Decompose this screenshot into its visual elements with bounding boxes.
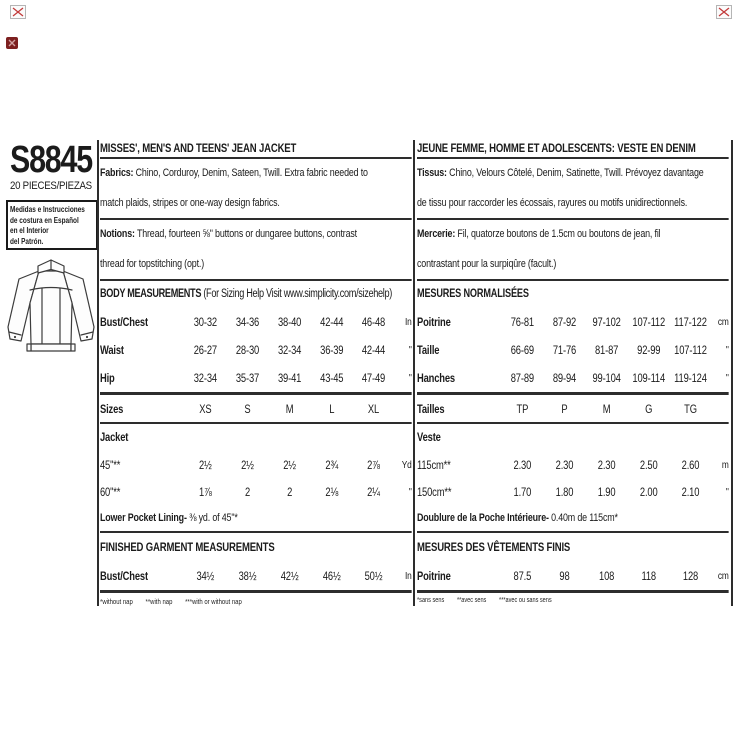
pocket-label: Lower Pocket Lining- bbox=[100, 512, 187, 524]
table-row: Taille 66-69 71-76 81-87 92-99 107-112 " bbox=[417, 343, 729, 357]
row-label: Poitrine bbox=[417, 315, 451, 329]
fr-fabrics bbox=[417, 159, 729, 218]
en-body-measurements-table bbox=[100, 308, 412, 392]
spanish-line: de costura en Español bbox=[10, 214, 79, 225]
spanish-instructions-box bbox=[6, 200, 98, 250]
unit: " bbox=[408, 372, 412, 384]
row-label: 60"** bbox=[100, 484, 121, 499]
fr-title: JEUNE FEMME, HOMME ET ADOLESCENTS: VESTE EN DENIM bbox=[417, 141, 696, 155]
fabrics-label: Fabrics: bbox=[100, 167, 134, 179]
notions-text: Fil, quatorze boutons de 1.5cm ou boutons de jean, fil bbox=[455, 228, 661, 240]
row-label: Tailles bbox=[417, 401, 445, 416]
broken-image-icon bbox=[10, 5, 26, 19]
en-finished-header: FINISHED GARMENT MEASUREMENTS bbox=[100, 540, 275, 554]
french-column bbox=[417, 140, 729, 604]
broken-image-icon bbox=[716, 5, 732, 19]
pocket-value: 0.40m de 115cm* bbox=[548, 512, 618, 524]
table-row: Waist 26-27 28-30 32-34 36-39 42-44 " bbox=[100, 343, 412, 357]
fabrics-label: Tissus: bbox=[417, 167, 447, 179]
pocket-value: ⅜ yd. of 45"* bbox=[186, 512, 238, 524]
row-label: 45"** bbox=[100, 457, 121, 472]
footnote: *sans sens bbox=[417, 597, 445, 604]
en-sizes-row: Sizes XS S M L XL bbox=[100, 401, 380, 416]
en-footnotes bbox=[100, 593, 412, 606]
jean-jacket-back-view-illustration bbox=[6, 258, 96, 360]
row-label: Bust/Chest bbox=[100, 315, 148, 329]
fabrics-text: Chino, Corduroy, Denim, Sateen, Twill. Extra fabric needed to bbox=[133, 167, 368, 179]
en-finished-row: Bust/Chest 34½ 38½ 42½ 46½ 50½ In bbox=[100, 569, 412, 583]
en-pocket-lining bbox=[100, 505, 412, 531]
table-row: Hip 32-34 35-37 39-41 43-45 47-49 " bbox=[100, 371, 412, 385]
row-label: 150cm** bbox=[417, 484, 452, 499]
fabrics-text-2: de tissu pour raccorder les écossais, rayures ou motifs unidirectionnels. bbox=[417, 196, 688, 209]
row-label: Hip bbox=[100, 371, 115, 385]
footnote: *without nap bbox=[100, 597, 133, 606]
footnote: **with nap bbox=[145, 597, 173, 606]
footnote: ***avec ou sans sens bbox=[499, 597, 552, 604]
unit: " bbox=[408, 344, 412, 356]
english-column bbox=[100, 140, 412, 606]
spanish-line: Medidas e Instrucciones bbox=[10, 204, 85, 214]
notions-text-2: thread for topstitching (opt.) bbox=[100, 257, 204, 270]
unit: cm bbox=[717, 316, 729, 328]
fr-garment-label: Veste bbox=[417, 430, 441, 444]
row-label: Hanches bbox=[417, 371, 455, 385]
left-column bbox=[6, 139, 96, 360]
footnote: ***with or without nap bbox=[185, 597, 242, 606]
table-row: Poitrine 76-81 87-92 97-102 107-112 117-122 cm bbox=[417, 315, 729, 329]
spanish-line: del Patrón. bbox=[10, 235, 44, 246]
unit: In bbox=[404, 316, 412, 328]
row-label: Poitrine bbox=[417, 569, 451, 583]
unit: " bbox=[725, 344, 729, 356]
en-notions bbox=[100, 220, 412, 279]
table-row: Hanches 87-89 89-94 99-104 109-114 119-124 " bbox=[417, 371, 729, 385]
unit: " bbox=[725, 372, 729, 384]
pattern-number: S8845 bbox=[10, 139, 92, 181]
table-row: Bust/Chest 30-32 34-36 38-40 42-44 46-48 In bbox=[100, 315, 412, 329]
unit: cm bbox=[717, 570, 729, 582]
fr-sizes-row: Tailles TP P M G TG bbox=[417, 401, 697, 416]
row-label: Bust/Chest bbox=[100, 569, 148, 583]
fr-finished-row: Poitrine 87.5 98 108 118 128 cm bbox=[417, 569, 729, 583]
en-garment-label: Jacket bbox=[100, 430, 129, 444]
notions-label: Mercerie: bbox=[417, 228, 456, 240]
table-row: 45"** 2½ 2½ 2½ 2¾ 2⅞ Yd bbox=[100, 457, 412, 472]
unit: " bbox=[408, 485, 412, 498]
header-bold: MESURES NORMALISÉES bbox=[417, 288, 529, 300]
unit: " bbox=[725, 485, 729, 498]
footnote: **avec sens bbox=[456, 597, 487, 604]
en-fabrics bbox=[100, 159, 412, 218]
en-title: MISSES', MEN'S AND TEENS' JEAN JACKET bbox=[100, 141, 297, 155]
unit: m bbox=[721, 458, 729, 471]
fr-finished-header: MESURES DES VÊTEMENTS FINIS bbox=[417, 540, 571, 554]
fr-footnotes bbox=[417, 593, 729, 604]
broken-image-badge-icon bbox=[6, 37, 18, 49]
notions-text: Thread, fourteen ⅝" buttons or dungaree buttons, contrast bbox=[134, 228, 357, 240]
divider-middle bbox=[413, 140, 415, 606]
unit: In bbox=[404, 570, 412, 582]
notions-label: Notions: bbox=[100, 228, 135, 240]
table-row: 115cm** 2.30 2.30 2.30 2.50 2.60 m bbox=[417, 457, 729, 472]
table-row: 150cm** 1.70 1.80 1.90 2.00 2.10 " bbox=[417, 484, 729, 499]
unit: Yd bbox=[401, 458, 412, 471]
fr-yardage-table bbox=[417, 451, 729, 505]
fr-notions bbox=[417, 220, 729, 279]
row-label: Taille bbox=[417, 343, 440, 357]
divider-left bbox=[97, 140, 99, 606]
en-yardage-table bbox=[100, 451, 412, 505]
header-bold: BODY MEASUREMENTS bbox=[100, 288, 202, 300]
notions-text-2: contrastant pour la surpiqûre (facult.) bbox=[417, 257, 557, 270]
row-label: Waist bbox=[100, 343, 124, 357]
fr-pocket-lining bbox=[417, 505, 729, 531]
spanish-instructions-text bbox=[10, 204, 94, 246]
fr-body-measurements-header bbox=[417, 281, 729, 308]
fabrics-text-2: match plaids, stripes or one-way design fabrics. bbox=[100, 196, 280, 209]
en-body-measurements-header bbox=[100, 281, 412, 308]
table-row: 60"** 1⅞ 2 2 2⅛ 2¼ " bbox=[100, 484, 412, 499]
row-label: 115cm** bbox=[417, 457, 451, 472]
divider-right bbox=[731, 140, 733, 606]
pocket-label: Doublure de la Poche Intérieure- bbox=[417, 512, 549, 524]
fr-body-measurements-table bbox=[417, 308, 729, 392]
row-label: Sizes bbox=[100, 401, 124, 416]
spanish-line: en el Interior bbox=[10, 225, 49, 235]
pieces-count: 20 PIECES/PIEZAS bbox=[10, 180, 92, 192]
header-note: (For Sizing Help Visit www.simplicity.com/sizehelp) bbox=[201, 288, 393, 300]
fabrics-text: Chino, Velours Côtelé, Denim, Satinette, Twill. Prévoyez davantage bbox=[446, 167, 704, 179]
